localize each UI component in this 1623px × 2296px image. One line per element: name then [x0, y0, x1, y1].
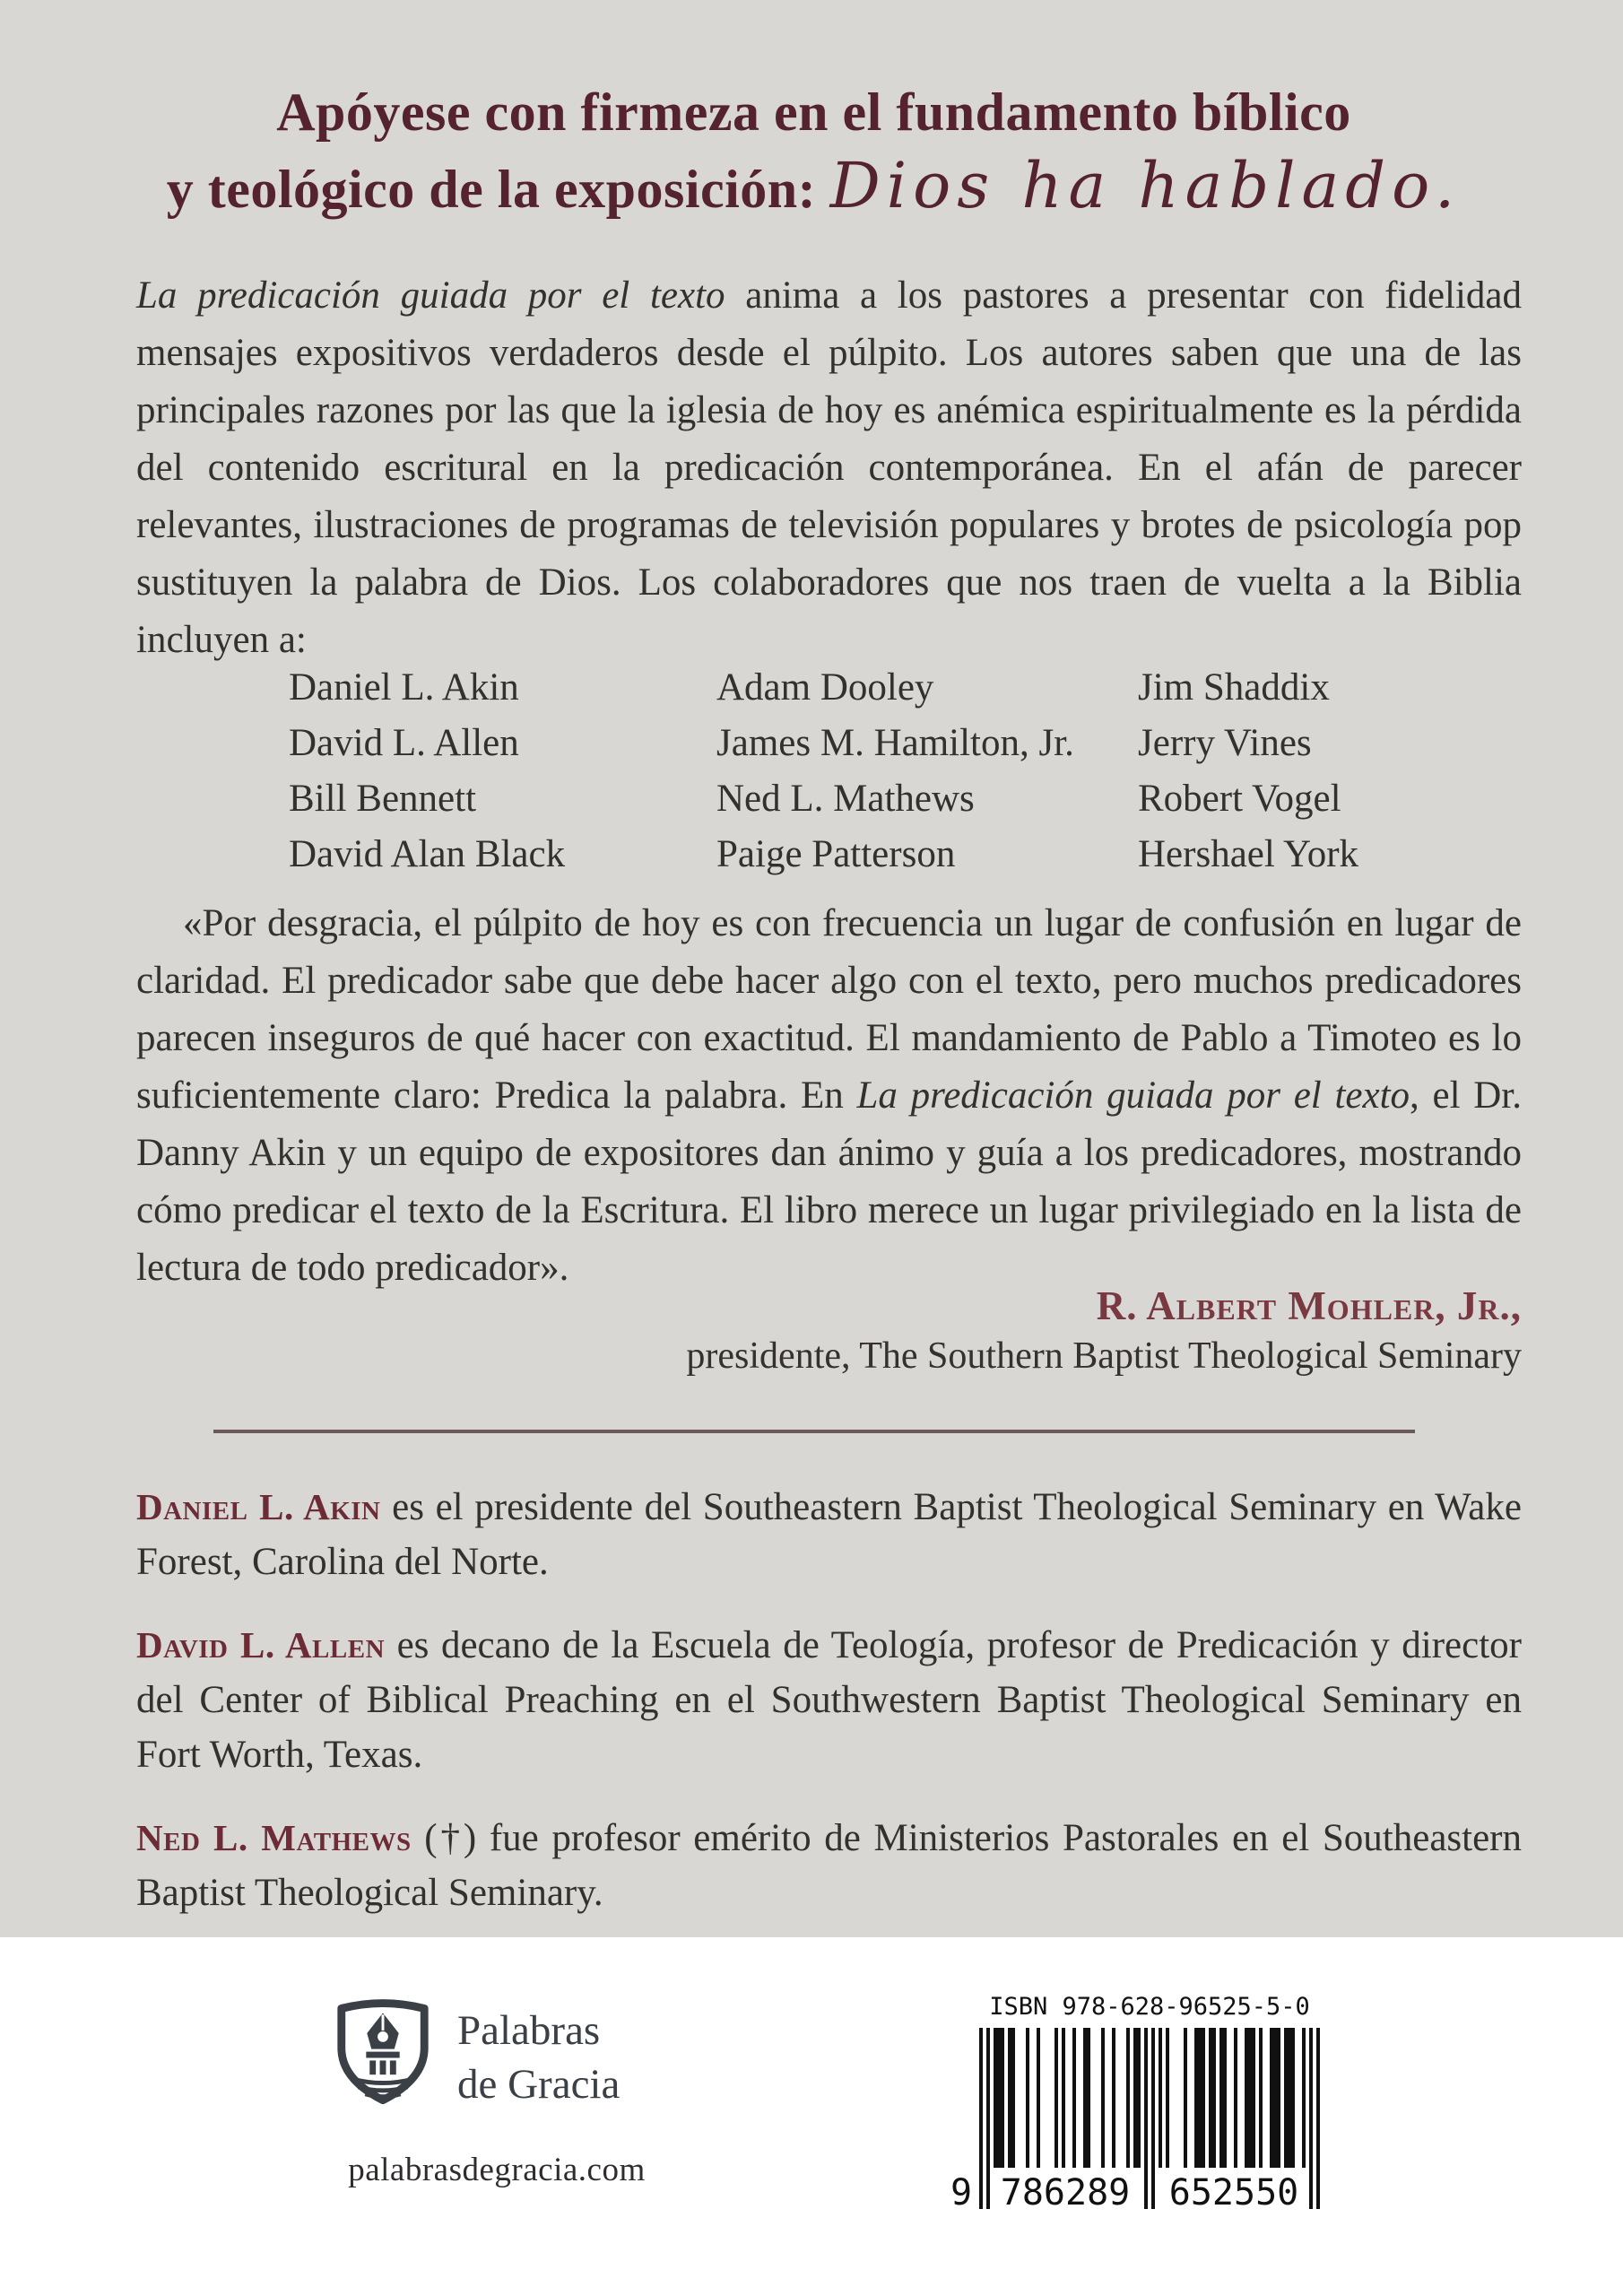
barcode-digit-first: 9 [950, 2172, 973, 2213]
contributor-name: Bill Bennett [289, 778, 477, 820]
contributor-name: Paige Patterson [716, 833, 956, 875]
contributor-name: Adam Dooley [716, 666, 934, 709]
barcode-digits-left: 786289 [990, 2173, 1141, 2213]
quote-attribution [136, 1281, 1522, 1381]
intro-paragraph [136, 267, 1522, 669]
bio-text: es el presidente del Southeastern Baptist Theological Seminary en Wake Forest, Carolina del Norte. [136, 1486, 1522, 1583]
contributor-name: Hershael York [1138, 833, 1359, 875]
headline [108, 75, 1520, 226]
bio-paragraph [136, 1618, 1522, 1782]
contributors-column-1 [289, 660, 716, 883]
attribution-role: presidente, The Southern Baptist Theological Seminary [686, 1335, 1522, 1377]
contributor-name: Robert Vogel [1138, 778, 1341, 820]
publisher-name-line2: de Gracia [457, 2061, 621, 2108]
publisher-name-line1: Palabras [457, 2007, 601, 2054]
publisher-wordmark [457, 2004, 620, 2111]
author-bios [136, 1480, 1522, 1949]
headline-line2 [166, 149, 1462, 222]
ean13-barcode [950, 2028, 1320, 2213]
barcode-block [950, 1993, 1320, 2213]
intro-book-title-italic: La predicación guiada por el texto [136, 274, 725, 317]
publisher-block [330, 1993, 664, 2189]
endorsement-quote [136, 895, 1522, 1297]
bio-paragraph [136, 1480, 1522, 1589]
footer-band [0, 1937, 1623, 2296]
bio-text: es decano de la Escuela de Teología, profesor de Predicación y director del Center of Biblical Preaching en el Southwestern Baptist Theological Seminary en Fort Worth, Texas. [136, 1624, 1522, 1776]
quote-book-title-italic: La predicación guiada por el texto [856, 1074, 1410, 1117]
intro-text: anima a los pastores a presentar con fidelidad mensajes expositivos verdaderos desde el púlpito. Los autores saben que una de las principales razones por las que la iglesia de hoy es anémica espiritualmente es la pérdida del contenido escritural en la predicación contemporánea. En el afán de parecer relevantes, ilustraciones de programas de televisión populares y brotes de psicología pop sustituyen la palabra de Dios. Los colaboradores que nos traen de vuelta a la Biblia incluyen a: [136, 274, 1523, 661]
headline-line2-plain: y teológico de la exposición: [166, 160, 830, 219]
barcode-digits-right: 652550 [1159, 2173, 1309, 2213]
contributor-name: David Alan Black [289, 833, 566, 875]
quote-text-1: «Por desgracia, el púlpito de hoy es con frecuencia un lugar de confusión en lugar de claridad. El predicador sabe que debe hacer algo con el texto, pero muchos predicadores parecen inseguros de qué hacer con exactitud. El mandamiento de Pablo a Timoteo es lo suficientemente claro: Predica la palabra. En [136, 902, 1522, 1117]
headline-line1: Apóyese con firmeza en el fundamento bíblico [276, 83, 1351, 142]
bio-author-name: Daniel L. Akin [136, 1486, 381, 1527]
contributor-name: David L. Allen [289, 722, 519, 764]
contributors-column-2 [716, 660, 1138, 883]
bio-author-name: David L. Allen [136, 1624, 386, 1665]
contributor-name: Ned L. Mathews [716, 778, 975, 820]
contributors-list [136, 660, 1522, 883]
bio-author-name: Ned L. Mathews [136, 1817, 412, 1858]
publisher-logo-shield-icon [330, 1993, 436, 2122]
attribution-name: R. Albert Mohler, Jr., [1096, 1283, 1522, 1328]
contributor-name: James M. Hamilton, Jr. [716, 722, 1074, 764]
bio-paragraph [136, 1811, 1522, 1920]
bio-text: (†) fue profesor emérito de Ministerios Pastorales en el Southeastern Baptist Theological Seminary. [136, 1817, 1523, 1914]
contributors-column-3 [1138, 660, 1522, 883]
publisher-website: palabrasdegracia.com [348, 2152, 646, 2188]
contributor-name: Daniel L. Akin [289, 666, 519, 709]
contributor-name: Jerry Vines [1138, 722, 1312, 764]
headline-script-phrase: Dios ha hablado. [829, 149, 1462, 222]
quote-text-2: , el Dr. Danny Akin y un equipo de expositores dan ánimo y guía a los predicadores, mostrando cómo predicar el texto de la Escritura. El libro merece un lugar privilegiado en la lista de lectura de todo predicador». [136, 1074, 1523, 1289]
contributor-name: Jim Shaddix [1138, 666, 1330, 709]
isbn-label: ISBN 978-628-96525-5-0 [989, 1993, 1310, 2021]
divider-rule [213, 1430, 1415, 1433]
